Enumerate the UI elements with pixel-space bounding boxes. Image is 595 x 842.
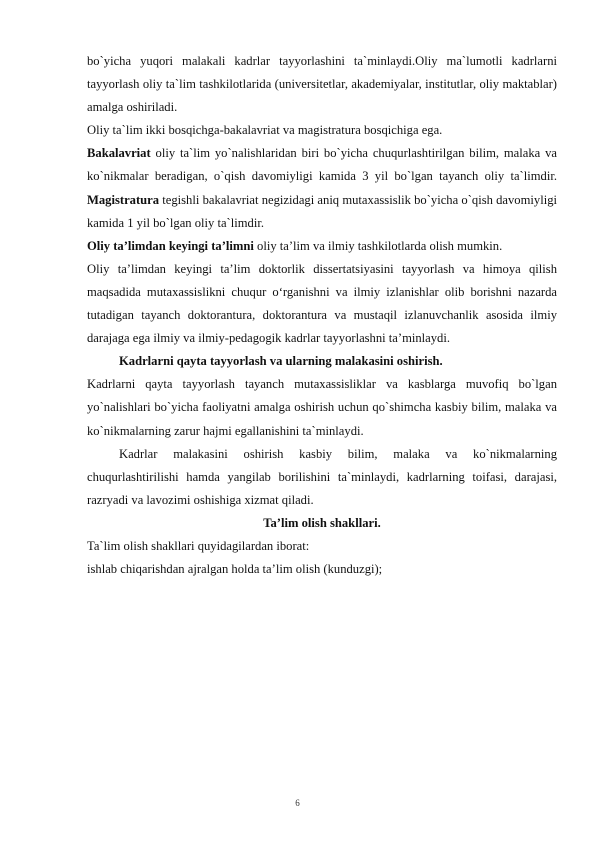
heading-retraining-text: Kadrlarni qayta tayyorlash va ularning malakasini oshirish. — [119, 354, 443, 369]
paragraph-intro: bo`yicha yuqori malakali kadrlar tayyorlashini ta`minlaydi.Oliy ma`lumotli kadrlarni tayyorlash oliy ta`lim tashkilotlarida (universitetlar, akademiyalar, institutlar, oliy maktablar) amalga oshiriladi. — [87, 54, 557, 115]
paragraph-forms-intro: Ta`lim olish shakllari quyidagilardan iborat: — [87, 538, 310, 553]
paragraph-stages: Oliy ta`lim ikki bosqichga-bakalavriat va magistratura bosqichiga ega. — [87, 123, 443, 138]
heading-education-forms: Ta’lim olish shakllari. — [263, 515, 381, 530]
page-number: 6 — [295, 798, 300, 808]
magistratura-definition: tegishli bakalavriat negizidagi aniq mutaxassislik bo`yicha o`qish davomiyligi kamida 1 yil bo`lgan oliy ta`limdir. — [87, 192, 557, 230]
term-postgraduate: Oliy ta’limdan keyingi ta’limni — [87, 238, 254, 253]
postgraduate-text: oliy ta’lim va ilmiy tashkilotlarda olish mumkin. — [253, 238, 503, 253]
paragraph-fulltime: ishlab chiqarishdan ajralgan holda ta’lim olish (kunduzgi); — [87, 562, 383, 577]
document-page — [87, 50, 557, 581]
bakalavriat-definition: oliy ta`lim yo`nalishlaridan biri bo`yicha chuqurlashtirilgan bilim, malaka va ko`nikmalar beradigan, o`qish davomiyligi kamida 3 yil bo`lgan tayanch oliy ta`limdir. — [87, 146, 557, 184]
heading-retraining — [87, 350, 557, 373]
paragraph-bachelor-master — [87, 142, 557, 234]
paragraph-qualification: Kadrlar malakasini oshirish kasbiy bilim, malaka va ko`nikmalarning chuqurlashtirilishi hamda yangilab borilishini ta`minlaydi, kadrlarning toifasi, darajasi, razryadi va lavozimi oshishiga xizmat qiladi. — [87, 446, 557, 507]
paragraph-retraining: Kadrlarni qayta tayyorlash tayanch mutaxassisliklar va kasblarga muvofiq bo`lgan yo`nalishlari bo`yicha faoliyatni amalga oshirish uchun qo`shimcha kasbiy bilim, malaka va ko`nikmalarning zarur hajmi egallanishini ta`minlaydi. — [87, 377, 557, 438]
paragraph-postgraduate — [87, 235, 557, 258]
paragraph-doctorate: Oliy ta’limdan keyingi ta’lim doktorlik dissertatsiyasini tayyorlash va himoya qilish maqsadida mutaxassislikni chuqur o‘rganishni va ilmiy izlanishlar olib borishni nazarda tutadigan tayanch doktorantura, doktorantura va mustaqil izlanuvchanlik asosida ilmiy darajaga ega ilmiy va ilmiy-pedagogik kadrlar tayyorlashni ta’minlaydi. — [87, 261, 557, 346]
term-bakalavriat: Bakalavriat — [87, 146, 151, 161]
term-magistratura: Magistratura — [87, 192, 160, 207]
